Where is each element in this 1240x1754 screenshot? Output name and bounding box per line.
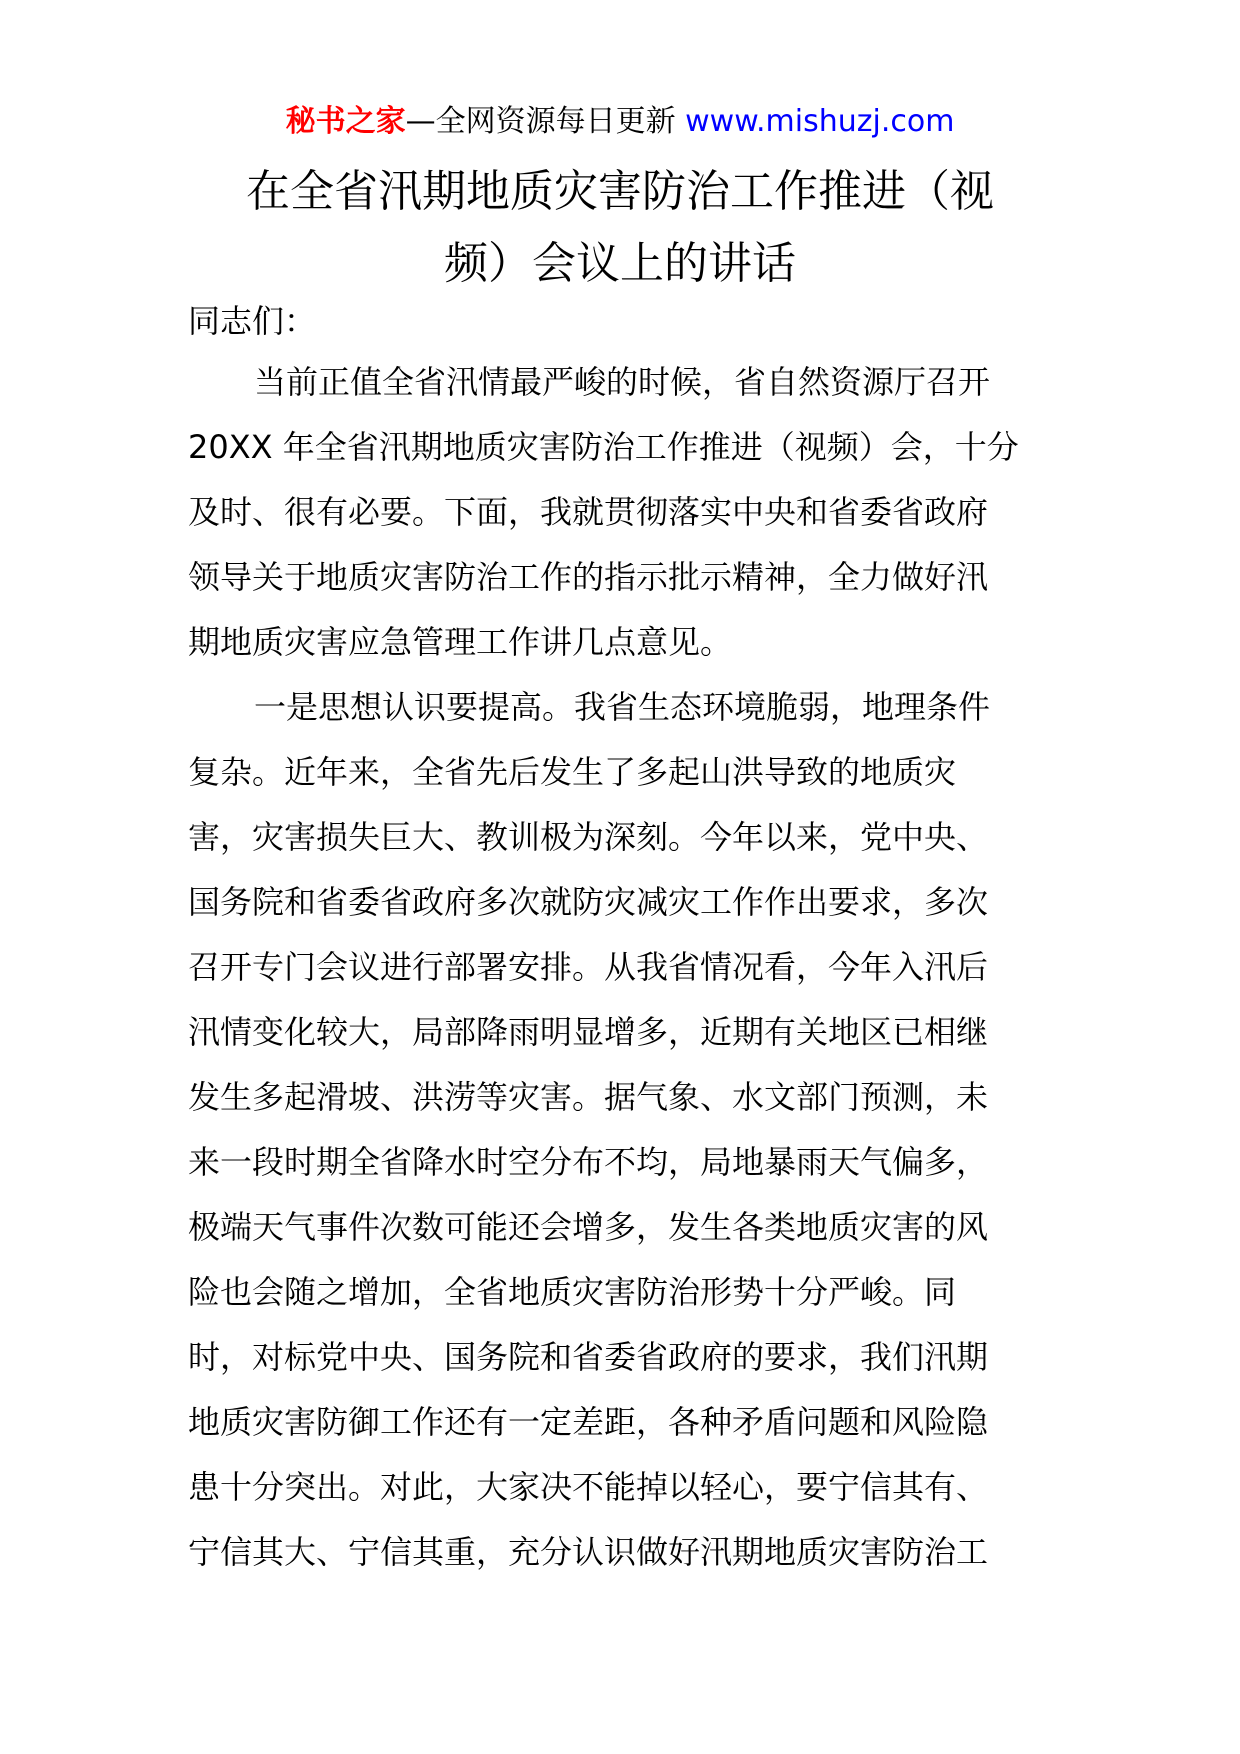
document-body: [188, 292, 1088, 1585]
header-tagline: —全网资源每日更新: [405, 104, 676, 139]
title-line-2: 频）会议上的讲话: [444, 238, 796, 289]
paragraph-2: [188, 675, 1088, 1585]
site-url-link[interactable]: www.mishuzj.com: [685, 104, 955, 139]
paragraph-line: 发生多起滑坡、洪涝等灾害。据气象、水文部门预测，未: [188, 1078, 989, 1116]
paragraph-line: 时，对标党中央、国务院和省委省政府的要求，我们汛期: [188, 1338, 989, 1376]
site-header: [0, 100, 1240, 144]
salutation: 同志们：: [188, 302, 317, 340]
paragraph-line: 极端天气事件次数可能还会增多，发生各类地质灾害的风: [188, 1208, 989, 1246]
paragraph-line: 期地质灾害应急管理工作讲几点意见。: [188, 623, 733, 661]
paragraph-line: 患十分突出。对此，大家决不能掉以轻心，要宁信其有、: [188, 1468, 989, 1506]
paragraph-line: 当前正值全省汛情最严峻的时候，省自然资源厅召开: [254, 363, 991, 401]
paragraph-line: 复杂。近年来，全省先后发生了多起山洪导致的地质灾: [188, 753, 957, 791]
paragraph-line: 国务院和省委省政府多次就防灾减灾工作作出要求，多次: [188, 883, 989, 921]
paragraph-line: 召开专门会议进行部署安排。从我省情况看，今年入汛后: [188, 948, 989, 986]
paragraph-1: [188, 350, 1088, 675]
document-title: [150, 156, 1090, 300]
paragraph-line: 害，灾害损失巨大、教训极为深刻。今年以来，党中央、: [188, 818, 989, 856]
paragraph-line: 一是思想认识要提高。我省生态环境脆弱，地理条件: [254, 688, 991, 726]
paragraph-line: 地质灾害防御工作还有一定差距，各种矛盾问题和风险隐: [188, 1403, 989, 1441]
paragraph-line: 汛情变化较大，局部降雨明显增多，近期有关地区已相继: [188, 1013, 989, 1051]
paragraph-line: 及时、很有必要。下面，我就贯彻落实中央和省委省政府: [188, 493, 989, 531]
paragraph-line: 20XX 年全省汛期地质灾害防治工作推进（视频）会，十分: [188, 428, 1019, 466]
title-line-1: 在全省汛期地质灾害防治工作推进（视: [246, 166, 994, 217]
paragraph-line: 领导关于地质灾害防治工作的指示批示精神，全力做好汛: [188, 558, 989, 596]
paragraph-line: 险也会随之增加，全省地质灾害防治形势十分严峻。同: [188, 1273, 957, 1311]
brand-name: 秘书之家: [285, 104, 406, 139]
paragraph-line: 来一段时期全省降水时空分布不均，局地暴雨天气偏多，: [188, 1143, 989, 1181]
paragraph-line: 宁信其大、宁信其重，充分认识做好汛期地质灾害防治工: [188, 1533, 989, 1571]
